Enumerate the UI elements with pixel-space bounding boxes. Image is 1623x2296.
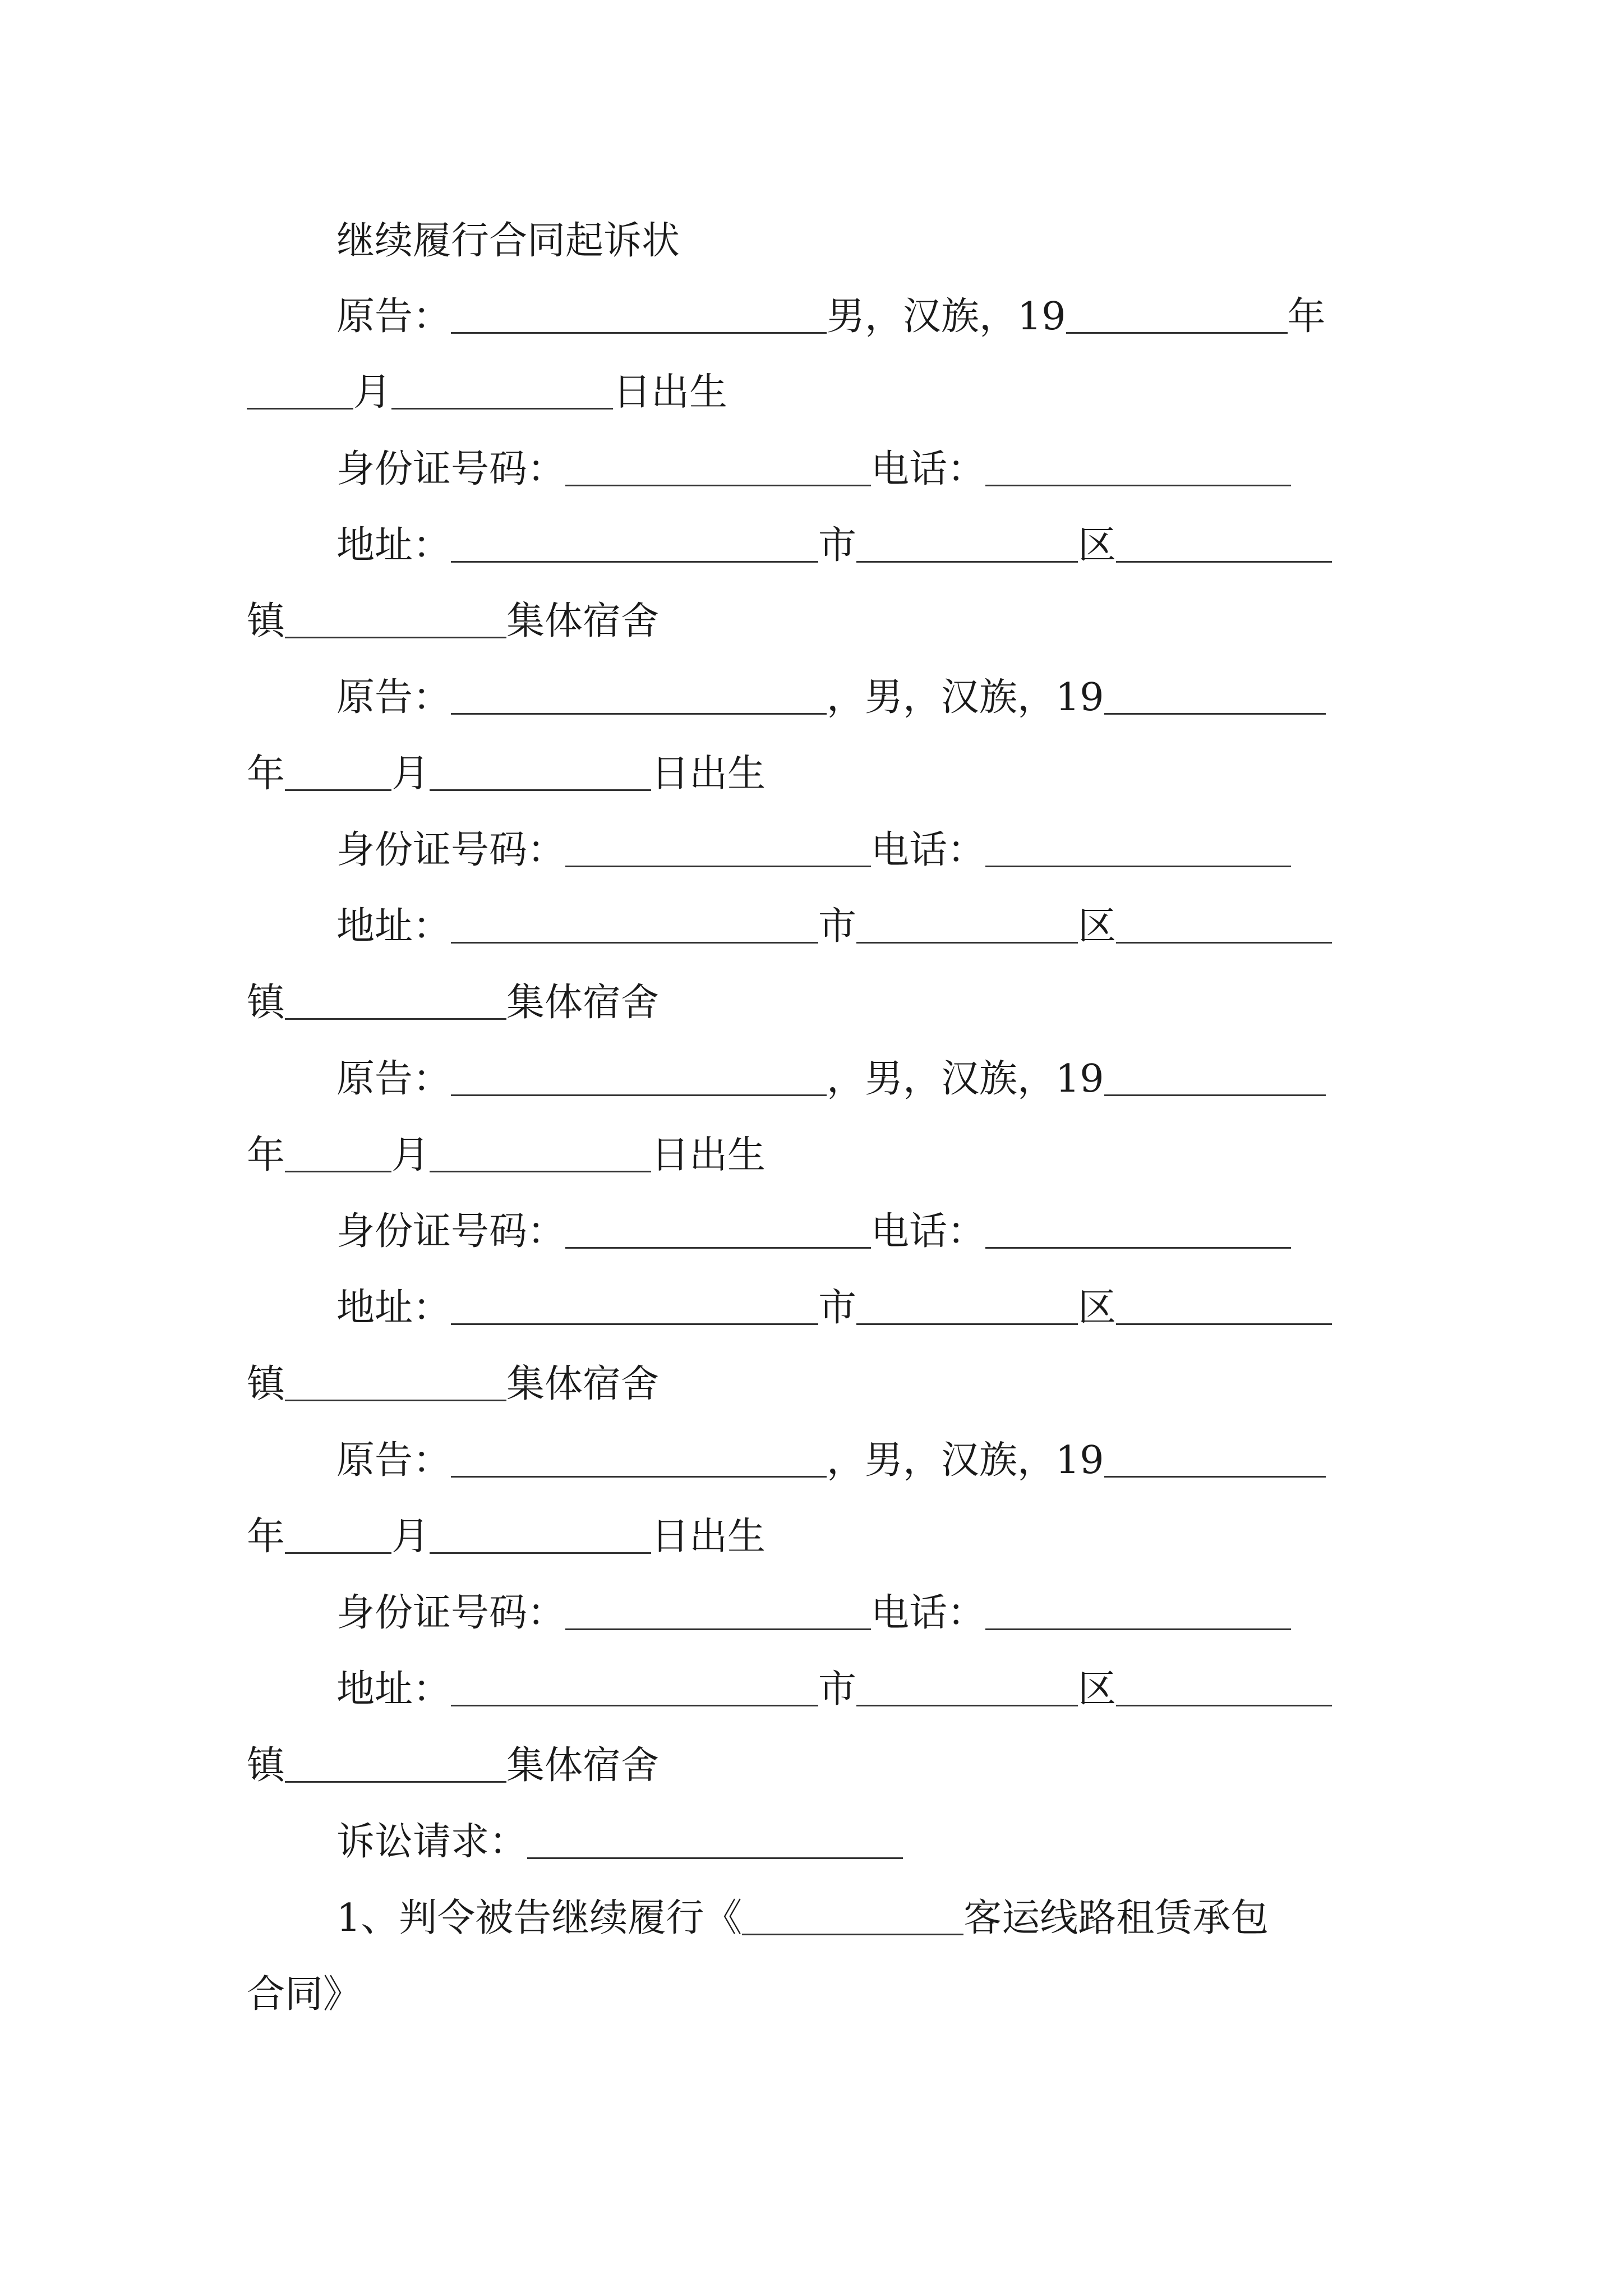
claims-line [336,1809,903,1876]
year-label: 年 [247,1133,285,1177]
town-blank[interactable] [285,637,506,638]
town-blank[interactable] [285,1018,506,1020]
town-label: 镇 [247,599,285,643]
district-label: 区 [1078,1286,1117,1330]
plaintiff-2-town-line [247,969,659,1037]
plaintiff-1-id-line [336,436,1291,503]
plaintiff-3-birth-line [247,1122,766,1189]
id-number-blank[interactable] [565,1247,871,1249]
address-label: 地址： [336,904,451,949]
phone-label: 电话： [871,1209,986,1254]
dorm-label: 集体宿舍 [506,1362,660,1406]
id-number-blank[interactable] [565,866,871,867]
title-text: 继续履行合同起诉状 [336,219,680,263]
year-label: 年 [247,1515,285,1559]
city-blank[interactable] [856,561,1078,563]
contract-name-blank[interactable] [742,1934,963,1935]
plaintiff-label: 原告： [336,675,451,720]
id-number-blank[interactable] [565,1628,871,1630]
day-label: 日出生 [651,752,766,796]
claim-1-cont-line [247,1961,361,2028]
plaintiff-2-birth-line [247,740,766,808]
birth-day-blank[interactable] [430,1552,651,1554]
day-label: 日出生 [651,1133,766,1177]
id-label: 身份证号码： [336,1209,566,1254]
city-blank[interactable] [856,1323,1078,1325]
id-label: 身份证号码： [336,447,566,491]
plaintiff-name-blank[interactable] [451,713,827,715]
district-blank[interactable] [1116,1323,1332,1325]
claim-1-line [336,1885,1269,1952]
comma-text: ， [827,675,865,720]
month-label: 月 [391,1515,430,1559]
town-blank[interactable] [285,1400,506,1401]
town-label: 镇 [247,1362,285,1406]
district-label: 区 [1078,904,1117,949]
plaintiff-4-town-line [247,1732,659,1800]
id-label: 身份证号码： [336,1591,566,1635]
city-label: 市 [818,523,857,568]
claim-1-continuation: 合同》 [247,1972,362,2017]
address-label: 地址： [336,523,451,568]
phone-blank[interactable] [985,1628,1291,1630]
city-label: 市 [818,1286,857,1330]
plaintiff-1-town-line [247,588,659,655]
plaintiff-4-id-line [336,1580,1291,1647]
gender-ethnicity-text: 男，汉族，19 [865,1438,1104,1483]
address-blank[interactable] [451,1705,818,1706]
phone-blank[interactable] [985,866,1291,867]
plaintiff-4-birth-line [247,1503,766,1571]
claims-label: 诉讼请求： [336,1820,528,1864]
district-label: 区 [1078,1667,1117,1711]
month-label: 月 [353,370,392,415]
phone-label: 电话： [871,447,986,491]
claim-1-suffix: 客运线路租赁承包 [963,1896,1269,1940]
address-blank[interactable] [451,561,818,563]
birth-month-blank[interactable] [285,1552,391,1554]
plaintiff-label: 原告： [336,1438,451,1483]
district-blank[interactable] [1116,1705,1332,1706]
birth-month-blank[interactable] [247,408,353,409]
comma-text: ， [827,1438,865,1483]
phone-blank[interactable] [985,1247,1291,1249]
town-label: 镇 [247,1743,285,1788]
birth-year-blank[interactable] [1104,1094,1326,1096]
plaintiff-1-birth-line [247,359,727,426]
plaintiff-2-name-line [336,664,1326,731]
address-label: 地址： [336,1667,451,1711]
gender-ethnicity-text: 男，汉族，19 [827,295,1066,339]
id-label: 身份证号码： [336,828,566,872]
phone-blank[interactable] [985,485,1291,486]
plaintiff-2-address-line [336,893,1332,960]
day-label: 日出生 [651,1515,766,1559]
plaintiff-2-id-line [336,817,1291,884]
plaintiff-name-blank[interactable] [451,1476,827,1478]
birth-day-blank[interactable] [391,408,613,409]
claims-blank[interactable] [527,1857,903,1859]
plaintiff-name-blank[interactable] [451,332,827,334]
month-label: 月 [391,1133,430,1177]
gender-ethnicity-text: 男，汉族，19 [865,1057,1104,1101]
address-blank[interactable] [451,1323,818,1325]
birth-day-blank[interactable] [430,789,651,791]
plaintiff-1-address-line [336,512,1332,579]
city-label: 市 [818,1667,857,1711]
plaintiff-4-address-line [336,1656,1332,1723]
plaintiff-4-name-line [336,1427,1326,1494]
birth-year-blank[interactable] [1104,1476,1326,1478]
day-label: 日出生 [613,370,728,415]
district-blank[interactable] [1116,561,1332,563]
plaintiff-label: 原告： [336,1057,451,1101]
birth-day-blank[interactable] [430,1171,651,1172]
gender-ethnicity-text: 男，汉族，19 [865,675,1104,720]
district-blank[interactable] [1116,942,1332,944]
birth-year-blank[interactable] [1104,713,1326,715]
dorm-label: 集体宿舍 [506,599,660,643]
dorm-label: 集体宿舍 [506,981,660,1025]
month-label: 月 [391,752,430,796]
birth-month-blank[interactable] [285,789,391,791]
city-blank[interactable] [856,942,1078,944]
id-number-blank[interactable] [565,485,871,486]
city-label: 市 [818,904,857,949]
birth-year-blank[interactable] [1066,332,1288,334]
plaintiff-1-name-line [336,283,1326,351]
birth-month-blank[interactable] [285,1171,391,1172]
year-label: 年 [1287,295,1326,339]
comma-text: ， [827,1057,865,1101]
town-blank[interactable] [285,1781,506,1783]
address-blank[interactable] [451,942,818,944]
address-label: 地址： [336,1286,451,1330]
plaintiff-label: 原告： [336,295,451,339]
phone-label: 电话： [871,828,986,872]
plaintiff-3-town-line [247,1351,659,1418]
city-blank[interactable] [856,1705,1078,1706]
dorm-label: 集体宿舍 [506,1743,660,1788]
phone-label: 电话： [871,1591,986,1635]
plaintiff-3-address-line [336,1274,1332,1342]
document-title [336,208,680,275]
plaintiff-3-id-line [336,1198,1291,1266]
town-label: 镇 [247,981,285,1025]
year-label: 年 [247,752,285,796]
plaintiff-name-blank[interactable] [451,1094,827,1096]
claim-1-prefix: 1、判令被告继续履行《 [336,1896,743,1940]
plaintiff-3-name-line [336,1046,1326,1113]
district-label: 区 [1078,523,1117,568]
